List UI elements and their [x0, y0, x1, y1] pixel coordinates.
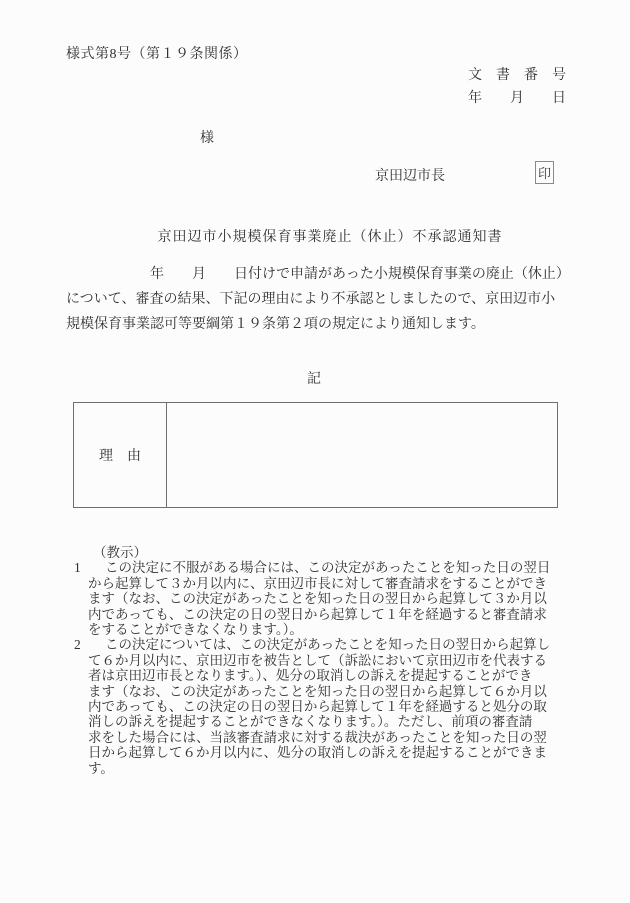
advisory-item-text: この決定に不服がある場合には、この決定があったことを知った日の翌日 から起算して３か月以内に、京田辺市長に対して審査請求をすることができ ます（なお、この決定があったことを知った日の翌日から起算して３か月以 内であっても、この決定の日の翌日から起算して１年を経過すると審査請求 をすることができなくなります。）。: [88, 560, 551, 638]
seal-box: [535, 161, 554, 184]
advisory-item-number: 2: [74, 637, 81, 653]
advisory-item-text: この決定については、この決定があったことを知った日の翌日から起算し て６か月以内に、京田辺市を被告として（訴訟において京田辺市を代表する 者は京田辺市長となります。）、処分の取消しの訴えを提起することができ ます（なお、この決定があったことを知った日の翌日から起算して６か月以 内であっても、この決定の日の翌日から起算して１年を経過すると処分の取 消しの訴えを提起することができなくなります。）。ただし、前項の審査請 求をした場合には、当該審査請求に対する裁決があったことを知った日の翌 日から起算して６か月以内に、処分の取消しの訴えを提起することができま す。: [88, 637, 551, 776]
date-line: 年 月 日: [468, 91, 566, 106]
body-line: 規模保育事業認可等要綱第１９条第２項の規定により通知します。: [66, 317, 485, 332]
reason-table: [73, 402, 558, 508]
advisory-heading: （教示）: [93, 545, 147, 560]
advisory-item-2: [72, 637, 564, 776]
advisory-item-number: 1: [74, 560, 81, 576]
form-number-label: 様式第8号（第１９条関係）: [66, 47, 248, 62]
document-title: 京田辺市小規模保育事業廃止（休止）不承認通知書: [157, 230, 503, 245]
body-line: 年 月 日付けで申請があった小規模保育事業の廃止（休止）: [66, 267, 570, 282]
advisory-section: [72, 545, 564, 776]
document-number-line: 文 書 番 号: [468, 68, 566, 83]
doc-meta-block: [468, 64, 566, 110]
advisory-item-1: [72, 560, 564, 637]
ki-marker: 記: [307, 372, 321, 387]
body-paragraph: [66, 262, 570, 337]
body-line: について、審査の結果、下記の理由により不承認としましたので、京田辺市小: [66, 292, 556, 307]
reason-label-cell: 理 由: [74, 403, 167, 507]
addressee-honorific: 様: [200, 131, 214, 146]
issuer-name: 京田辺市長: [375, 169, 445, 184]
seal-label: 印: [537, 166, 551, 181]
reason-value-cell: [167, 403, 557, 507]
